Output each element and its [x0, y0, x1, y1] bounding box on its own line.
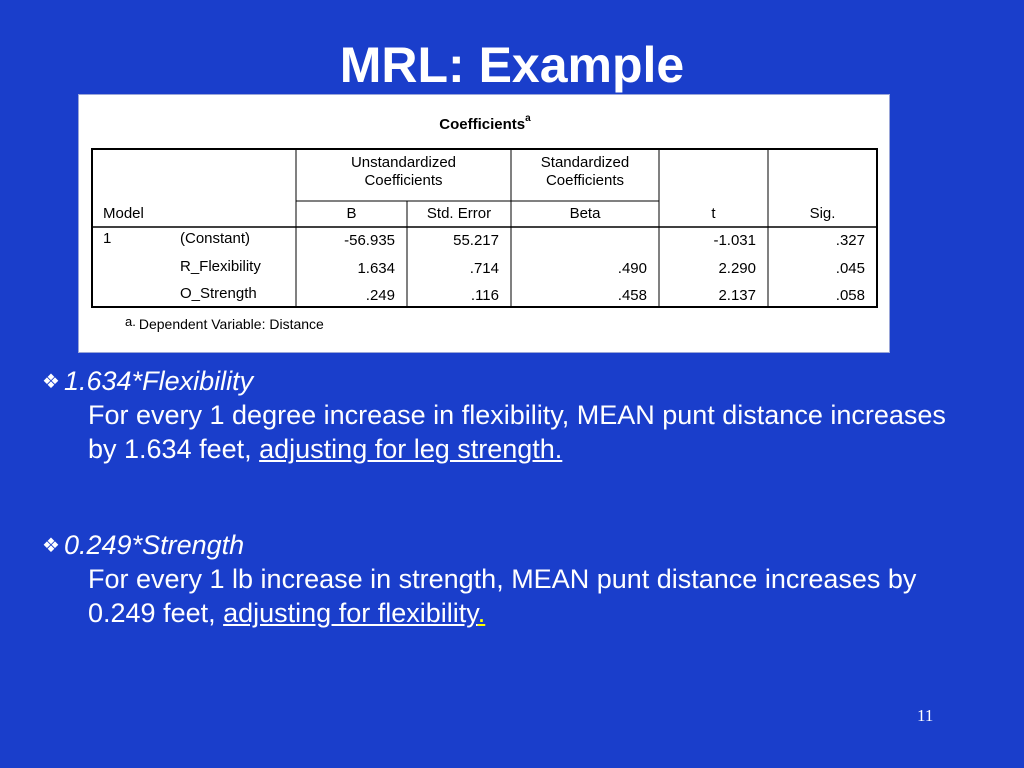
column-header-std-error: Std. Error [426, 205, 492, 222]
bullet-heading: 1.634*Flexibility [64, 366, 254, 396]
coefficients-table [91, 148, 879, 308]
bullet-flexibility-text [88, 398, 968, 466]
bullet-flexibility-heading [42, 364, 253, 399]
column-header-sig: Sig. [809, 205, 836, 222]
table-title [79, 115, 891, 133]
row-beta: .458 [617, 287, 647, 304]
table-title-superscript: a [525, 113, 531, 124]
row-b: .249 [365, 287, 395, 304]
row-beta: .490 [617, 260, 647, 277]
column-header-beta: Beta [569, 205, 601, 222]
row-t: -1.031 [713, 232, 756, 249]
column-header-t: t [711, 205, 716, 222]
column-header-model: Model [103, 205, 144, 222]
page-number: 11 [917, 706, 934, 725]
model-number: 1 [103, 230, 112, 247]
table-footnote [125, 316, 324, 332]
row-term: O_Strength [180, 285, 257, 302]
bullet-strength-text [88, 562, 968, 630]
row-sig: .045 [835, 260, 865, 277]
row-t: 2.137 [718, 287, 756, 304]
header-standardized-line2: Coefficients [545, 172, 625, 189]
diamond-bullet-icon: ❖ [42, 535, 60, 557]
bullet-trailing-period: . [477, 598, 486, 628]
footnote-text: Dependent Variable: Distance [138, 316, 324, 332]
row-std-error: 55.217 [453, 232, 499, 249]
row-sig: .058 [835, 287, 865, 304]
row-b: -56.935 [344, 232, 395, 249]
row-sig: .327 [835, 232, 865, 249]
bullet-strength-heading [42, 528, 244, 563]
table-title-text: Coefficients [439, 116, 526, 133]
footnote-marker: a. [125, 314, 136, 329]
row-term: R_Flexibility [180, 258, 261, 275]
header-unstandardized-line2: Coefficients [364, 172, 443, 189]
row-t: 2.290 [718, 260, 756, 277]
slide-title: MRL: Example [339, 37, 685, 93]
column-header-b: B [346, 205, 357, 222]
header-unstandardized-line1: Unstandardized [350, 154, 457, 171]
row-b: 1.634 [357, 260, 395, 277]
bullet-underlined-text: adjusting for flexibility [223, 598, 478, 628]
bullet-underlined-text: adjusting for leg strength. [259, 434, 563, 464]
bullet-text: For every 1 lb increase in strength, MEAN punt distance increases by 0.249 feet, [88, 564, 917, 628]
header-unstandardized [296, 154, 511, 190]
header-standardized-line1: Standardized [540, 154, 630, 171]
bullet-heading: 0.249*Strength [64, 530, 245, 560]
bullet-text: For every 1 degree increase in flexibility, MEAN punt distance increases by 1.634 feet, [88, 400, 946, 464]
row-std-error: .714 [469, 260, 499, 277]
row-std-error: .116 [470, 287, 499, 304]
diamond-bullet-icon: ❖ [42, 371, 60, 393]
row-term: (Constant) [180, 230, 251, 247]
header-standardized [511, 154, 659, 190]
